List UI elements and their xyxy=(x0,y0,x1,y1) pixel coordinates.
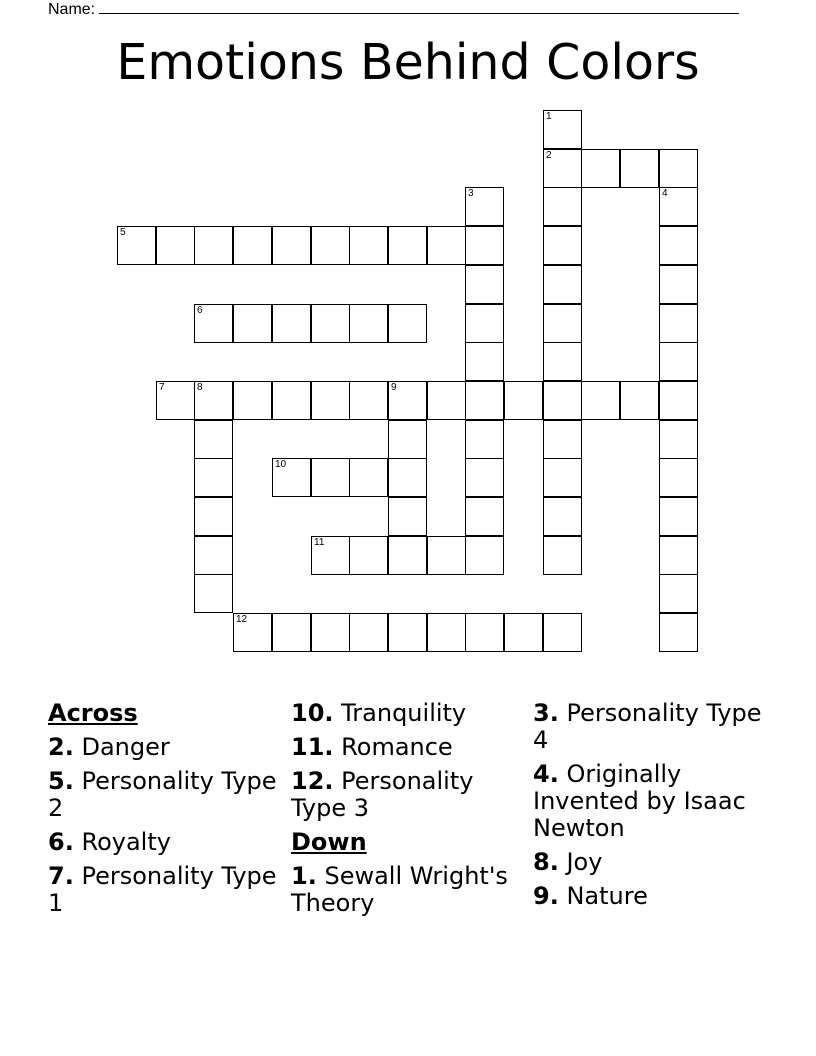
grid-cell[interactable] xyxy=(233,226,272,265)
grid-cell[interactable] xyxy=(620,381,659,420)
grid-cell[interactable] xyxy=(194,381,233,420)
clue-text: Sewall Wright's Theory xyxy=(291,862,508,917)
grid-cell[interactable] xyxy=(659,458,698,497)
grid-cell[interactable] xyxy=(388,304,427,343)
grid-cell[interactable] xyxy=(659,265,698,304)
grid-cell[interactable] xyxy=(349,613,388,652)
clue-down xyxy=(533,700,773,754)
clue-number: 9. xyxy=(533,882,559,910)
grid-cell[interactable] xyxy=(543,149,582,188)
clue-across xyxy=(291,700,531,727)
clue-across xyxy=(291,734,531,761)
clue-text: Personality Type 1 xyxy=(48,862,277,917)
page-title: Emotions Behind Colors xyxy=(116,34,700,91)
grid-cell[interactable] xyxy=(427,536,466,575)
grid-cell[interactable] xyxy=(311,536,350,575)
grid-cell[interactable] xyxy=(465,226,504,265)
clue-text: Originally Invented by Isaac Newton xyxy=(533,760,746,842)
grid-cell[interactable] xyxy=(272,304,311,343)
grid-cell[interactable] xyxy=(272,613,311,652)
grid-cell[interactable] xyxy=(349,304,388,343)
grid-cell[interactable] xyxy=(659,574,698,613)
grid-cell[interactable] xyxy=(543,226,582,265)
clue-down xyxy=(533,849,773,876)
clue-text: Romance xyxy=(341,733,453,761)
clue-across xyxy=(48,768,288,822)
grid-cell[interactable] xyxy=(543,187,582,226)
grid-cell[interactable] xyxy=(659,187,698,226)
grid-cell[interactable] xyxy=(349,226,388,265)
grid-cell[interactable] xyxy=(465,613,504,652)
clue-across xyxy=(48,734,288,761)
grid-cell[interactable] xyxy=(543,420,582,459)
grid-cell[interactable] xyxy=(465,458,504,497)
clue-column-1 xyxy=(48,700,288,924)
grid-cell[interactable] xyxy=(311,458,350,497)
grid-cell[interactable] xyxy=(543,110,582,149)
grid-cell[interactable] xyxy=(659,304,698,343)
clue-text: Personality Type 3 xyxy=(291,767,474,822)
cell-number: 9 xyxy=(391,382,397,393)
grid-cell[interactable] xyxy=(233,613,272,652)
grid-cell[interactable] xyxy=(349,381,388,420)
grid-cell[interactable] xyxy=(465,342,504,381)
grid-cell[interactable] xyxy=(233,381,272,420)
clue-down xyxy=(533,883,773,910)
grid-cell[interactable] xyxy=(543,536,582,575)
grid-cell[interactable] xyxy=(311,613,350,652)
grid-cell[interactable] xyxy=(272,381,311,420)
clue-across xyxy=(48,829,288,856)
grid-cell[interactable] xyxy=(156,226,195,265)
grid-cell[interactable] xyxy=(504,613,543,652)
cell-number: 12 xyxy=(236,614,248,625)
grid-cell[interactable] xyxy=(659,536,698,575)
grid-cell[interactable] xyxy=(427,613,466,652)
grid-cell[interactable] xyxy=(388,381,427,420)
clue-number: 3. xyxy=(533,699,559,727)
cell-number: 11 xyxy=(314,537,325,548)
grid-cell[interactable] xyxy=(465,536,504,575)
grid-cell[interactable] xyxy=(233,304,272,343)
grid-cell[interactable] xyxy=(311,226,350,265)
grid-cell[interactable] xyxy=(620,149,659,188)
cell-number: 8 xyxy=(197,382,203,393)
clue-number: 1. xyxy=(291,862,317,890)
grid-cell[interactable] xyxy=(194,536,233,575)
down-heading: Down xyxy=(291,828,367,856)
cell-number: 10 xyxy=(275,459,287,470)
clue-across xyxy=(291,768,531,822)
grid-cell[interactable] xyxy=(543,381,582,420)
cell-number: 5 xyxy=(120,227,126,238)
grid-cell[interactable] xyxy=(427,226,466,265)
clue-text: Danger xyxy=(81,733,170,761)
grid-cell[interactable] xyxy=(659,226,698,265)
clue-column-2 xyxy=(291,700,531,924)
grid-cell[interactable] xyxy=(465,265,504,304)
grid-cell[interactable] xyxy=(659,613,698,652)
clue-text: Personality Type 2 xyxy=(48,767,277,822)
clue-text: Joy xyxy=(566,848,603,876)
across-heading: Across xyxy=(48,699,138,727)
clue-number: 6. xyxy=(48,828,74,856)
clue-down xyxy=(291,863,531,917)
grid-cell[interactable] xyxy=(272,458,311,497)
clue-number: 8. xyxy=(533,848,559,876)
clue-number: 7. xyxy=(48,862,74,890)
cell-number: 3 xyxy=(468,188,474,199)
clue-down xyxy=(533,761,773,842)
grid-cell[interactable] xyxy=(543,342,582,381)
grid-cell[interactable] xyxy=(581,149,620,188)
clue-number: 2. xyxy=(48,733,74,761)
clue-number: 10. xyxy=(291,699,334,727)
grid-cell[interactable] xyxy=(427,381,466,420)
grid-cell[interactable] xyxy=(388,613,427,652)
grid-cell[interactable] xyxy=(543,458,582,497)
grid-cell[interactable] xyxy=(194,574,233,613)
grid-cell[interactable] xyxy=(465,381,504,420)
grid-cell[interactable] xyxy=(156,381,195,420)
cell-number: 6 xyxy=(197,305,203,316)
grid-cell[interactable] xyxy=(388,536,427,575)
cell-number: 4 xyxy=(662,188,668,199)
clue-text: Royalty xyxy=(81,828,171,856)
grid-cell[interactable] xyxy=(349,458,388,497)
clue-number: 5. xyxy=(48,767,74,795)
grid-cell[interactable] xyxy=(504,381,543,420)
clue-text: Tranquility xyxy=(341,699,467,727)
grid-cell[interactable] xyxy=(194,497,233,536)
name-label: Name: xyxy=(48,1,96,18)
grid-cell[interactable] xyxy=(543,304,582,343)
grid-cell[interactable] xyxy=(272,226,311,265)
grid-cell[interactable] xyxy=(311,381,350,420)
grid-cell[interactable] xyxy=(311,304,350,343)
grid-cell[interactable] xyxy=(194,458,233,497)
cell-number: 1 xyxy=(546,111,552,122)
grid-cell[interactable] xyxy=(581,381,620,420)
grid-cell[interactable] xyxy=(659,342,698,381)
clue-text: Nature xyxy=(566,882,648,910)
grid-cell[interactable] xyxy=(543,613,582,652)
grid-cell[interactable] xyxy=(465,304,504,343)
grid-cell[interactable] xyxy=(465,497,504,536)
grid-cell[interactable] xyxy=(659,420,698,459)
clue-across xyxy=(48,863,288,917)
grid-cell[interactable] xyxy=(659,149,698,188)
grid-cell[interactable] xyxy=(388,226,427,265)
grid-cell[interactable] xyxy=(388,420,427,459)
grid-cell[interactable] xyxy=(194,226,233,265)
cell-number: 2 xyxy=(546,150,552,161)
grid-cell[interactable] xyxy=(543,497,582,536)
clue-number: 4. xyxy=(533,760,559,788)
grid-cell[interactable] xyxy=(349,536,388,575)
grid-cell[interactable] xyxy=(543,265,582,304)
grid-cell[interactable] xyxy=(117,226,156,265)
grid-cell[interactable] xyxy=(465,187,504,226)
grid-cell[interactable] xyxy=(194,304,233,343)
clue-text: Personality Type 4 xyxy=(533,699,762,754)
grid-cell[interactable] xyxy=(659,497,698,536)
grid-cell[interactable] xyxy=(388,458,427,497)
cell-number: 7 xyxy=(159,382,165,393)
grid-cell[interactable] xyxy=(388,497,427,536)
grid-cell[interactable] xyxy=(194,420,233,459)
grid-cell[interactable] xyxy=(465,420,504,459)
grid-cell[interactable] xyxy=(659,381,698,420)
clue-column-3 xyxy=(533,700,773,917)
clue-number: 11. xyxy=(291,733,334,761)
clue-number: 12. xyxy=(291,767,334,795)
